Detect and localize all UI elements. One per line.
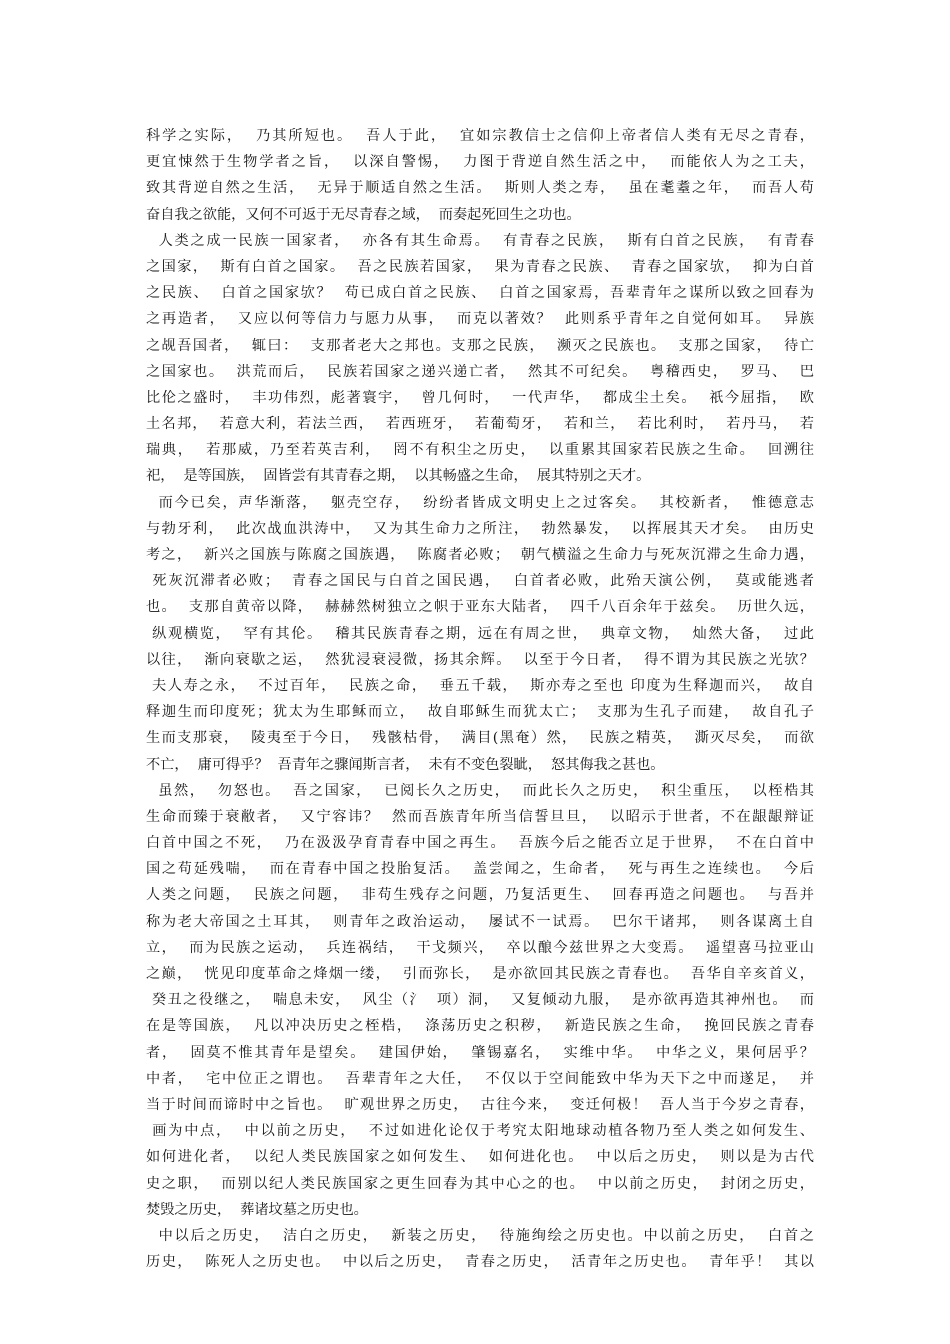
text-line: 以往， 渐向衰歇之运， 然犹浸衰浸微，扬其余辉。 以至于今日者， 得不谓为其民族之光欤？ [146,651,814,668]
text-line: 如何进化者， 以纪人类民族国家之如何发生、 如何进化也。 中以后之历史， 则以是为古代 [146,1149,814,1166]
text-line: 也。 支那自黄帝以降， 赫赫然树独立之帜于亚东大陆者， 四千八百余年于兹矣。 历世久远， [146,599,814,616]
text-line: 之国家， 斯有白首之国家。 吾之民族若国家， 果为青春之民族、 青春之国家欤， 抑为白首 [146,258,814,275]
text-line: 比伦之盛时， 丰功伟烈，彪著寰宇， 曾几何时， 一代声华， 都成尘土矣。 祇今屈指， 欧 [146,389,814,406]
text-line: 之再造者， 又应以何等信力与愿力从事， 而克以著效？ 此则系乎青年之自觉何如耳。 异族 [146,311,814,328]
text-line: 中者， 宅中位正之谓也。 吾辈青年之大任， 不仅以于空间能致中华为天下之中而遂足， 并 [146,1070,814,1087]
text-line: 纵观横览， 罕有其伦。 稽其民族青春之期，远在有周之世， 典章文物， 灿然大备， 过此 [146,625,814,642]
text-line: 焚毁之历史， 葬诸坟墓之历史也。 [146,1201,368,1218]
text-line: 画为中点， 中以前之历史， 不过如进化论仅于考究太阳地球动植各物乃至人类之如何发生、 [146,1123,814,1140]
text-line: 生命而臻于衰敝者， 又宁容讳？ 然而吾族青年所当信誓旦旦， 以昭示于世者，不在龈龈辩证 [146,808,814,825]
text-line: 科学之实际， 乃其所短也。 吾人于此， 宜如宗教信士之信仰上帝者信人类有无尽之青春， [146,128,814,144]
text-line: 癸丑之役继之， 喘息未安， 风尘（氵 项）洞， 又复倾动九服， 是亦欲再造其神州也。 而 [146,992,814,1009]
text-line: 夫人寿之永， 不过百年， 民族之命， 垂五千载， 斯亦寿之至也 印度为生释迦而兴， 故自 [146,677,814,694]
text-line: 之觇吾国者， 辄曰： 支那者老大之邦也。支那之民族， 濒灭之民族也。 支那之国家， 待亡 [146,337,814,354]
text-line: 之民族、 白首之国家欤？ 苟已成白首之民族、 白首之国家焉，吾辈青年之谋所以致之回春为 [146,285,814,302]
text-line: 与勃牙利， 此次战血洪涛中， 又为其生命力之所注， 勃然暴发， 以挥展其天才矣。 由历史 [146,520,814,537]
text-line: 致其背逆自然之生活， 无异于顺适自然之生活。 斯则人类之寿， 虽在耄耋之年， 而吾人苟 [146,180,814,197]
text-line: 死灰沉滞者必败； 青春之国民与白首之国民遇， 白首者必败，此殆天演公例， 莫或能逃者 [146,573,814,590]
text-line: 考之， 新兴之国族与陈腐之国族遇， 陈腐者必败； 朝气横溢之生命力与死灰沉滞之生命力遇， [146,547,814,563]
text-line: 之巅， 恍见印度革命之烽烟一缕， 引而弥长， 是亦欲回其民族之青春也。 吾华自辛亥首义， [146,966,814,982]
text-line: 史之职， 而别以纪人类民族国家之更生回春为其中心之的也。 中以前之历史， 封闭之历史， [146,1175,814,1192]
text-line: 生而支那衰， 陵夷至于今日， 残骸枯骨， 满目(黑奄）然， 民族之精英， 澌灭尽矣， 而欲 [146,730,814,747]
text-line: 土名邦， 若意大利，若法兰西， 若西班牙， 若葡萄牙， 若和兰， 若比利时， 若丹马， 若 [146,416,814,433]
text-line: 不亡， 庸可得乎？ 吾青年之骤闻斯言者， 未有不变色裂眦， 怒其侮我之甚也。 [146,756,665,773]
text-line: 白首中国之不死， 乃在汲汲孕育青春中国之再生。 吾族今后之能否立足于世界， 不在白首中 [146,835,814,852]
text-line: 之国家也。 洪荒而后， 民族若国家之递兴递亡者， 然其不可纪矣。 粤稽西史， 罗马、 巴 [146,363,814,380]
text-line: 在是等国族， 凡以冲决历史之桎梏， 涤荡历史之积秽， 新造民族之生命， 挽回民族之青春 [146,1018,814,1035]
text-line: 当于时间而谛时中之旨也。 旷观世界之历史， 古往今来， 变迁何极！ 吾人当于今岁之青春， [146,1096,814,1113]
text-line: 释迦生而印度死；犹太为生耶稣而立， 故自耶稣生而犹太亡； 支那为生孔子而建， 故自孔子 [146,704,814,721]
text-line: 而今已矣，声华渐落， 躯壳空存， 纷纷者皆成文明史上之过客矣。 其校新者， 惟德意志 [146,494,814,511]
text-line: 中以后之历史， 洁白之历史， 新装之历史， 待施绚绘之历史也。中以前之历史， 白首之 [146,1227,814,1244]
text-line: 人类之问题， 民族之问题， 非苟生残存之问题，乃复活更生、 回春再造之问题也。 与吾并 [146,887,814,904]
body-text [146,123,814,1275]
text-line: 更宜悚然于生物学者之旨， 以深自警惕， 力图于背逆自然生活之中， 而能依人为之工夫， [146,154,814,171]
text-line: 者， 固莫不惟其青年是望矣。 建国伊始， 肇锡嘉名， 实维中华。 中华之义，果何居乎？ [146,1044,814,1061]
text-line: 历史， 陈死人之历史也。 中以后之历史， 青春之历史， 活青年之历史也。 青年乎！ 其以 [146,1254,814,1271]
text-line: 立， 而为民族之运动， 兵连祸结， 干戈频兴， 卒以酿今兹世界之大变焉。 遥望喜马拉亚山 [146,939,814,956]
text-line: 奋自我之欲能，又何不可返于无尽青春之域， 而奏起死回生之功也。 [146,206,581,223]
text-line: 称为老大帝国之土耳其， 则青年之政治运动， 屡试不一试焉。 巴尔干诸邦， 则各谋离土自 [146,913,814,930]
text-line: 国之苟延残喘， 而在青春中国之投胎复活。 盖尝闻之，生命者， 死与再生之连续也。 今后 [146,861,814,878]
text-line: 虽然， 勿怒也。 吾之国家， 已阅长久之历史， 而此长久之历史， 积尘重压， 以桎梏其 [146,782,814,799]
text-line: 祀， 是等国族， 固皆尝有其青春之期， 以其畅盛之生命， 展其特别之天才。 [146,468,651,485]
text-line: 瑞典， 若那威，乃至若英吉利， 罔不有积尘之历史， 以重累其国家若民族之生命。 回溯往 [146,442,814,459]
text-line: 人类之成一民族一国家者， 亦各有其生命焉。 有青春之民族， 斯有白首之民族， 有青春 [146,232,814,249]
